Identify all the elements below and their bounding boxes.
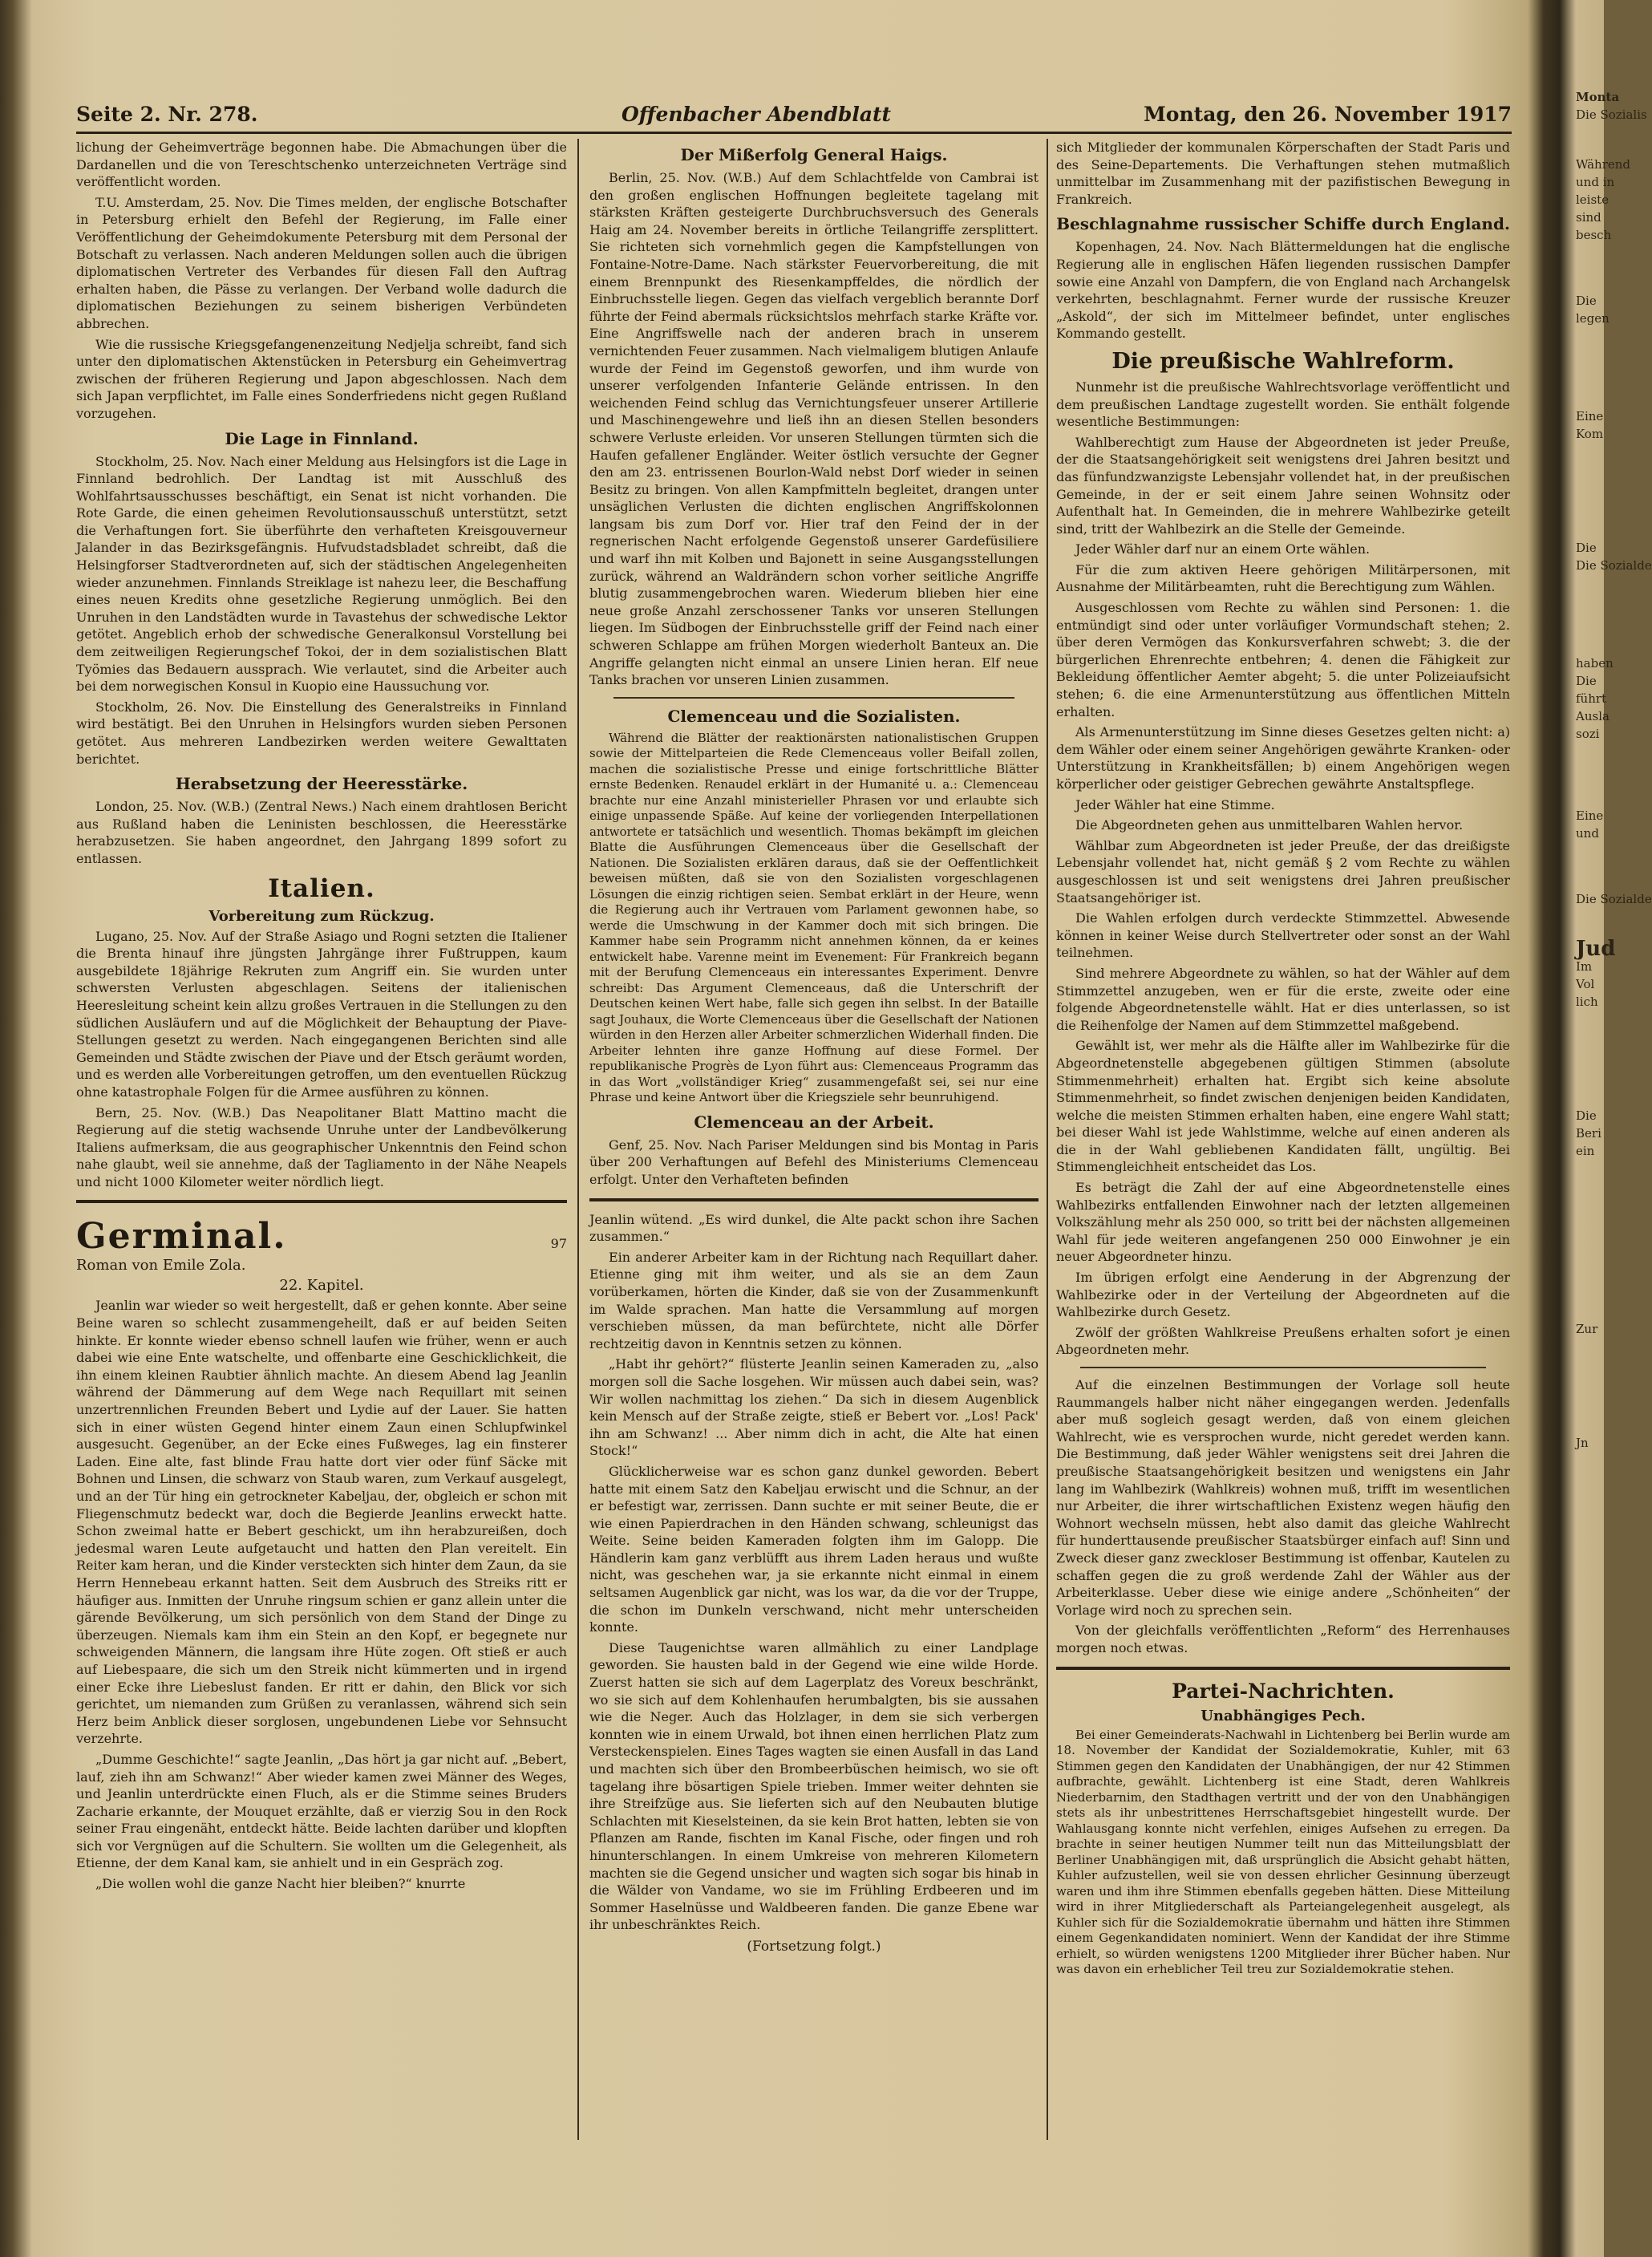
article-paragraph: Von der gleichfalls veröffentlichten „Reform“ des Herrenhauses morgen noch etwas. — [1056, 1623, 1510, 1655]
article-paragraph: Es beträgt die Zahl der auf eine Abgeordnetenstelle eines Wahlbezirks entfallenden Einwohner nach der letzten allgemeinen Volkszählung mehr als 250 000, so tritt bei der nächsten allgemeinen Wahl für jede weiteren angefangenen 250 000 Einwohner je ein neuer Abgeordneter hinzu. — [1056, 1180, 1510, 1265]
article-paragraph: Lugano, 25. Nov. Auf der Straße Asiago und Rogni setzten die Italiener die Brenta hinauf ihre jüngsten Jahrgänge ihrer Fußtruppen, kaum ausgebildete 18jährige Rekruten zum Angriff ein. Sie wurden unter schwersten Verlusten abgeschlagen. Seitens der italienischen Heeresleitung scheint kein allzu großes Vertrauen in die Stellungen zu den südlichen Ausläufern und auf die Möglichkeit der Behauptung der Piave-Stellungen gesetzt zu werden. Nach eingegangenen Berichten sind alle Gemeinden und Städte zwischen der Piave und der Etsch geräumt worden, und es werden alle Vorbereitungen getroffen, um den eventuellen Rückzug ohne katastrophale Folgen für die Armee ausführen zu können. — [76, 928, 567, 1100]
novel-paragraph: Jeanlin war wieder so weit hergestellt, daß er gehen konnte. Aber seine Beine waren so schlecht zusammengeheilt, daß er auf beiden Seiten hinkte. Er konnte wieder ebenso schnell laufen wie früher, wenn er auch dabei wie eine Ente watschelte, und offenbarte eine Geschicklichkeit, die ihn einem kleinen Raubtier ähnlich machte. An diesem Abend lag Jeanlin während der Dämmerung auf dem Wege nach Requillart mit seinen unzertrennlichen Freunden Bebert und Lydie auf der Lauer. Sie hatten sich in einer wüsten Gegend hinter einem Zaun einen Schlupfwinkel ausgesucht. Gegenüber, an der Ecke eines Fußweges, lag ein finsterer Laden. Eine alte, fast blinde Frau hatte dort vier oder fünf Säcke mit Bohnen und Linsen, die schwarz von Staub waren, zum Verkauf ausgelegt, und an der Tür hing ein getrockneter Kabeljau, der, obgleich er schon mit Fliegenschmutz bedeckt war, doch die Begierde Jeanlins erweckt hatte. Schon zweimal hatte er Bebert geschickt, um ihn herabzureißen, doch jedesmal waren Leute aufgetaucht und hatten den Plan vereitelt. Ein Reiter kam heran, und die Kinder versteckten sich hinter dem Zaun, da sie Herrn Hennebeau erkannt hatten. Seit dem Ausbruch des Streiks ritt er häufiger aus. Inmitten der Unruhe ringsum schien er ganz allein unter die gärende Bevölkerung, um sich persönlich von dem Stand der Dinge zu überzeugen. Niemals kam ihm ein Stein an den Kopf, er begegnete nur schweigenden Männern, die langsam ihre Hüte zogen. Oft stieß er auch auf Liebespaare, die sich um den Streik nicht kümmerten und in irgend einer Ecke ihre Liebeslust fanden. Er ritt er dahin, den Blick vor sich gerichtet, um niemanden zum Grüßen zu veranlassen, während sich sein Herz beim Anblick dieser sorglosen, ungebundenen Liebe vor Sehnsucht verzehrte. — [76, 1298, 567, 1747]
article-paragraph: Wie die russische Kriegsgefangenenzeitung Nedjelja schreibt, fand sich unter den diplomatischen Aktenstücken in Petersburg ein Geheimvertrag zwischen der früheren Regierung und Japon abgeschlossen. Nach dem sich Japan verpflichtet, im Falle eines Sonderfriedens nicht gegen Rußland vorzugehen. — [76, 336, 567, 421]
headline-partei: Partei-Nachrichten. — [1172, 1679, 1395, 1703]
article-paragraph: Berlin, 25. Nov. (W.B.) Auf dem Schlachtfelde von Cambrai ist den großen englischen Hoffnungen begleitete tagelang mit stärksten Kräften gesteigerte Durchbruchsversuch des Generals Haig am 24. November bereits in örtliche Teilangriffe zersplittert. Sie richteten sich vornehmlich gegen die Kampfstellungen von Fontaine-Notre-Dame. Nach stärkster Feuervorbereitung, die mit einem Brennpunkt des Riesenkampffeldes, die nördlich der Einbruchsstelle liegen. Gegen das vielfach vergeblich berannte Dorf führte der Feind abermals rücksichtslos mehrfach starke Kräfte vor. Eine Angriffswelle nach der anderen brach in unserem vernichtenden Feuer zusammen. Nach vielmaligem blutigen Anlaufe wurde der Feind im Gegenstoß geworfen, und ihm wurde von unserer verfolgenden Infanterie Gelände entrissen. In den weichenden Feind schlug das Vernichtungsfeuer unserer Artillerie und Maschinengewehre und ließ ihn an diesen Stellen besonders schwere Verluste erleiden. Vor unseren Stellungen türmten sich die Haufen gefallener Engländer. Weiter östlich versuchte der Gegner den am 23. entrissenen Bourlon-Wald nebst Dorf wieder in seinen Besitz zu bringen. Von allen Kampfmitteln begleitet, drangen unter unsäglichen Verlusten die dichten englischen Angriffskolonnen langsam bis zum Dorf vor. Hier traf den Feind der in der regnerischen Nacht erfolgende Gegenstoß unserer Gardefüsiliere und warf ihn mit Kolben und Bajonett in seine Ausgangsstellungen zurück, während an Waldrändern schon vorher seitliche Angriffe blutig zusammengebrochen waren. Wiederum blieben hier eine neue große Anzahl zerschossener Tanks vor unseren Stellungen liegen. Im Südbogen der Einbruchsstelle griff der Feind nach einer schweren Schlappe am frühen Morgen wiederholt Banteux an. Die Angriffe gelangten nicht einmal an unsere Linien heran. Elf neue Tanks brachen vor unseren Linien zusammen. — [589, 170, 1039, 688]
novel-paragraph: „Habt ihr gehört?“ flüsterte Jeanlin seinen Kameraden zu, „also morgen soll die Sache losgehen. Wir müssen auch dabei sein, was? Wir wollen nachmittag los ziehen.“ Da sich in diesem Augenblick kein Mensch auf der Straße zeigte, stieß er Bebert vor. „Los! Pack' ihn am Schwanz! ... Aber nimm dich in acht, die Alte hat einen Stock!“ — [589, 1356, 1039, 1459]
germinal-author: Roman von Emile Zola. — [76, 1257, 246, 1274]
novel-paragraph: Ein anderer Arbeiter kam in der Richtung nach Requillart daher. Etienne ging mit ihm weiter, und als sie an dem Zaun vorüberkamen, hörten die Kinder, daß sie von der Zusammenkunft im Walde sprachen. Man hatte die Versammlung auf morgen verschieben müssen, da man befürchtete, nicht alle Dörfer rechtzeitig davon in Kenntnis setzen zu können. — [589, 1249, 1039, 1351]
strip-line: sind — [1576, 210, 1601, 225]
article-paragraph: Zwölf der größten Wahlkreise Preußens erhalten sofort je einen Abgeordneten mehr. — [1056, 1324, 1510, 1358]
headline-italien: Italien. — [268, 873, 375, 903]
article-paragraph: Die Abgeordneten gehen aus unmittelbaren Wahlen hervor. — [1075, 817, 1464, 833]
strip-line: legen — [1576, 311, 1609, 326]
article-paragraph: London, 25. Nov. (W.B.) (Zentral News.) Nach einem drahtlosen Bericht aus Rußland haben die Leninisten beschlossen, die Heeresstärke herabzusetzen. Sie haben angeordnet, den Jahrgang 1899 sofort zu entlassen. — [76, 799, 567, 866]
masthead — [76, 95, 1512, 135]
strip-line: Die — [1576, 1108, 1597, 1123]
strip-line: besch — [1576, 228, 1612, 242]
article-paragraph: Für die zum aktiven Heere gehörigen Militärpersonen, mit Ausnahme der Militärbeamten, ruht die Berechtigung zum Wählen. — [1056, 561, 1510, 595]
article-paragraph: Wahlberechtigt zum Hause der Abgeordneten ist jeder Preuße, der die Staatsangehörigkeit seit wenigstens drei Jahren besitzt und das fünfundzwanzigste Lebensjahr vollendet hat, in der preußischen Gemeinde, in der er seit einem Jahre seinen Wohnsitz oder Aufenthalt hat. In Gemeinden, die in mehrere Wahlbezirke geteilt sind, tritt der Wahlbezirk an die Stelle der Gemeinde. — [1056, 434, 1510, 537]
novel-paragraph: Diese Taugenichtse waren allmählich zu einer Landplage geworden. Sie hausten bald in der Gegend wie eine wilde Horde. Zuerst hatten sie sich auf dem Lagerplatz des Voreux beschränkt, wo sie sich auf dem Kohlenhaufen herumbalgten, bis sie aussahen wie die Neger. Auch das Holzlager, in dem sie sich verbergen konnten wie in einem Urwald, bot ihnen einen herrlichen Platz zum Versteckenspielen. Eines Tages wagten sie einen Ausfall in das Land und machten sich über den Brombeerbüschen heimisch, wo sie oft tagelang ihre bösartigen Spiele trieben. Immer weiter dehnten sie ihre Streifzüge aus. Sie lieferten sich auf den Neubauten blutige Schlachten mit Kieselsteinen, da sie kein Brot hatten, lebten sie von Pflanzen am Rande, fischten im Kanal Fische, oder fingen und roh hinunterschlangen. In einem Umkreise von mehreren Kilometern machten sie die Gegend unsicher und wagten sich sogar bis hinab in die Wälder von Vandame, wo sie im Frühling Erdbeeren und im Sommer Haselnüsse und Waldbeeren fanden. Die ganze Ebene war ihr unbeschränktes Reich. — [589, 1639, 1039, 1933]
article-paragraph: Gewählt ist, wer mehr als die Hälfte aller im Wahlbezirke für die Abgeordnetenstelle abgegebenen gültigen Stimmen (absolute Stimmenmehrheit) erhalten hat. Ergibt sich keine absolute Stimmenmehrheit, so findet zwischen denjenigen beiden Kandidaten, welche die meisten Stimmen erhalten haben, eine engere Wahl statt; bei dieser Wahl ist jede Wahlstimme, welche auf einen anderen als die in der Wahl gebliebenen Kandidaten fällt, ungültig. Bei Stimmengleichheit entscheidet das Los. — [1056, 1038, 1510, 1175]
article-paragraph: sich Mitglieder der kommunalen Körperschaften der Stadt Paris und des Seine-Departements. Die Verhaftungen stehen mutmaßlich unmittelbar im Zusammenhang mit der pazifistischen Bewegung in Frankreich. — [1056, 140, 1510, 207]
strip-line: Beri — [1576, 1126, 1601, 1141]
strip-line: lich — [1576, 995, 1598, 1009]
column-2 — [589, 139, 1039, 2144]
column-divider-1 — [577, 139, 579, 2140]
article-paragraph: Wählbar zum Abgeordneten ist jeder Preuße, der das dreißigste Lebensjahr vollendet hat, nicht gemäß § 2 vom Rechte zu wählen ausgeschlossen ist und seit wenigstens drei Jahren preußischer Staatsangehöriger ist. — [1056, 837, 1510, 906]
article-paragraph: Im übrigen erfolgt eine Aenderung in der Abgrenzung der Wahlbezirke oder in der Verteilung der Abgeordneten auf die Wahlbezirke durch Gesetz. — [1056, 1270, 1510, 1320]
strip-line: Kom — [1576, 427, 1604, 441]
germinal-header — [76, 1213, 567, 1257]
continuation-note: (Fortsetzung folgt.) — [747, 1938, 881, 1955]
masthead-rule — [76, 132, 1512, 134]
strip-line: sozi — [1576, 727, 1600, 741]
issue-date: Montag, den 26. November 1917 — [1144, 103, 1512, 126]
headline-heeresstaerke: Herabsetzung der Heeresstärke. — [175, 774, 468, 794]
next-page-strip — [1576, 88, 1652, 2093]
separator — [1080, 1367, 1486, 1368]
headline-schiffe: Beschlagnahme russischer Schiffe durch England. — [1056, 214, 1510, 234]
article-paragraph: Bern, 25. Nov. (W.B.) Das Neapolitaner Blatt Mattino macht die Regierung auf die stetig wachsende Unruhe unter der Landbevölkerung Italiens aufmerksam, die aus geographischer Unkenntnis den Feind schon nahe glaubt, weil sie annehme, daß der Tagliamento in der Nähe Neapels und nicht 1000 Kilometer weiter nördlich liegt. — [76, 1104, 567, 1189]
strip-line: und in — [1576, 175, 1615, 189]
article-paragraph: Als Armenunterstützung im Sinne dieses Gesetzes gelten nicht: a) dem Wähler oder einem seiner Angehörigen gewährte Kranken- oder Unterstützung in Krankheitsfällen; b) einem Angehörigen wegen körperlicher oder geistiger Gebrechen gewährte Anstaltspflege. — [1056, 724, 1510, 792]
novel-paragraph: „Dumme Geschichte!“ sagte Jeanlin, „Das hört ja gar nicht auf. „Bebert, lauf, zieh ihn am Schwanz!“ Aber wieder kamen zwei Männer des Weges, und Jeanlin unterdrückte einen Fluch, als er die Stimme seines Bruders Zacharie erkannte, der Mouquet erzählte, daß er vierzig Sou in den Rock seiner Frau eingenäht, entdeckt hätte. Beide lachten darüber und klopften sich vor Vergnügen auf die Schultern. Sie wollten um die Gelegenheit, als Etienne, der dem Kanal kam, sie anhielt und in ein Gespräch zog. — [76, 1751, 567, 1871]
novel-paragraph: „Die wollen wohl die ganze Nacht hier bleiben?“ knurrte — [95, 1876, 466, 1892]
headline-finnland: Die Lage in Finnland. — [225, 428, 419, 448]
germinal-title: Germinal. — [76, 1216, 287, 1258]
strip-line: Die — [1576, 294, 1597, 308]
article-paragraph: lichung der Geheimverträge begonnen habe. Die Abmachungen über die Dardanellen und die von Tereschtschenko unterzeichneten Verträge sind veröffentlicht worden. — [76, 140, 567, 190]
strip-line: Die — [1576, 674, 1597, 688]
headline-clemenceau: Clemenceau und die Sozialisten. — [667, 706, 961, 726]
article-paragraph: Auf die einzelnen Bestimmungen der Vorlage soll heute Raummangels halber nicht näher eingegangen werden. Jedenfalls aber muß sogleich gesagt werden, daß von einem gleichen Wahlrecht, wie es versprochen wurde, nicht geredet werden kann. Die Bestimmung, daß jeder Wähler wenigstens seit drei Jahren die preußische Staatsangehörigkeit besitzen und wenigstens ein Jahr lang im Wahlbezirk (Wahlkreis) wohnen muß, trifft im wesentlichen nur Arbeiter, die ihrer wirtschaftlichen Existenz wegen häufig den Wohnort wechseln müssen, hebt also damit das gleiche Wahlrecht für hunderttausende preußischer Staatsbürger einfach auf! Sinn und Zweck dieser ganz zweckloser Bestimmung ist offenbar, Kautelen zu schaffen gegen die zu groß werdende Zahl der Wähler aus der Arbeiterklasse. Ueber diese wie einige andere „Schönheiten“ der Vorlage wird noch zu sprechen sein. — [1056, 1377, 1510, 1618]
strip-line: leiste — [1576, 192, 1609, 207]
headline-clemenceau-arbeit: Clemenceau an der Arbeit. — [694, 1112, 934, 1132]
article-paragraph: Genf, 25. Nov. Nach Pariser Meldungen sind bis Montag in Paris über 200 Verhaftungen auf Befehl des Ministeriums Clemenceau erfolgt. Unter den Verhafteten befinden — [589, 1137, 1039, 1187]
strip-line: Jud — [1576, 937, 1616, 961]
column-1 — [76, 139, 567, 2144]
section-rule — [1056, 1667, 1510, 1670]
headline-wahlreform: Die preußische Wahlreform. — [1111, 348, 1455, 374]
article-paragraph: Nunmehr ist die preußische Wahlrechtsvorlage veröffentlicht und dem preußischen Landtage zugestellt worden. Sie enthält folgende wesentliche Bestimmungen: — [1056, 379, 1510, 430]
article-paragraph: Kopenhagen, 24. Nov. Nach Blättermeldungen hat die englische Regierung alle in englischen Häfen liegenden russischen Dampfer sowie eine Anzahl von Dampfern, die von England nach Archangelsk verkehrten, beschlagnahmt. Ferner wurde der russische Kreuzer „Askold“, der sich im Mittelmeer befindet, unter englisches Kommando gestellt. — [1056, 239, 1510, 342]
column-3 — [1056, 139, 1510, 2144]
strip-line: Während — [1576, 157, 1631, 172]
novel-paragraph: Glücklicherweise war es schon ganz dunkel geworden. Bebert hatte mit einem Satz den Kabeljau erwischt und die Schnur, an der er befestigt war, zerrissen. Dann suchte er mit seiner Beute, die er wie einen Papierdrachen in den Händen schwang, schleunigst das Weite. Seine beiden Kameraden folgten ihm im Galopp. Die Händlerin kam ganz verblüfft aus ihrem Laden heraus und wußte nicht, was geschehen war, ja sie erkannte nicht einmal in einem seltsamen Augenblick gar nicht, was los war, da die vor der Truppe, die schon im Dunkeln verschwand, nicht mehr unterscheiden konnte. — [589, 1463, 1039, 1635]
feuilleton-rule — [76, 1200, 567, 1203]
article-paragraph: Stockholm, 26. Nov. Die Einstellung des Generalstreiks in Finnland wird bestätigt. Bei den Unruhen in Helsingfors wurden sieben Personen getötet. Aus mehreren Landbezirken werden weitere Gewalttaten berichtet. — [76, 699, 567, 767]
paper-title: Offenbacher Abendblatt — [622, 103, 892, 126]
strip-line: Eine — [1576, 808, 1604, 823]
strip-line: Eine — [1576, 409, 1604, 423]
germinal-chapter: 22. Kapitel. — [279, 1277, 364, 1295]
feuilleton-rule — [589, 1198, 1039, 1201]
strip-line: Ausla — [1576, 709, 1609, 723]
strip-line: Im — [1576, 959, 1593, 974]
article-paragraph: T.U. Amsterdam, 25. Nov. Die Times melden, der englische Botschafter in Petersburg erhielt den Befehl der Regierung, im Falle einer Veröffentlichung der Geheimdokumente Petersburg mit dem Personal der Botschaft zu verlassen. Nach anderen Meldungen sollen auch die übrigen diplomatischen Vertreter des Verbandes für diesen Fall den Auftrag erhalten haben, die Pässe zu verlangen. Der Verband wolle dadurch die diplomatischen Beziehungen zu seinem bisherigen Verbündeten abbrechen. — [76, 194, 567, 331]
germinal-number: 97 — [550, 1236, 567, 1252]
strip-line: Die — [1576, 541, 1597, 555]
article-paragraph: Ausgeschlossen vom Rechte zu wählen sind Personen: 1. die entmündigt sind oder unter vorläufiger Vormundschaft stehen; 2. über deren Vermögen das Konkursverfahren schwebt; 3. die der bürgerlichen Ehrenrechte entbehren; 4. denen die Fähigkeit zur Bekleidung öffentlicher Aemter abgeht; 5. die unter Polizeiaufsicht stehen; 6. die eine Armenunterstützung aus öffentlichen Mitteln erhalten. — [1056, 600, 1510, 719]
novel-paragraph: Jeanlin wütend. „Es wird dunkel, die Alte packt schon ihre Sachen zusammen.“ — [589, 1211, 1039, 1245]
column-divider-2 — [1047, 139, 1048, 2140]
article-paragraph: Die Wahlen erfolgen durch verdeckte Stimmzettel. Abwesende können in keiner Weise durch Stellvertreter oder sonst an der Wahl teilnehmen. — [1056, 910, 1510, 961]
article-paragraph: Jeder Wähler darf nur an einem Orte wählen. — [1075, 541, 1371, 557]
strip-line: haben — [1576, 656, 1614, 671]
newspaper-page — [76, 95, 1512, 2148]
subheadline-rueckzug: Vorbereitung zum Rückzug. — [209, 907, 435, 925]
headline-haig: Der Mißerfolg General Haigs. — [680, 145, 948, 164]
article-paragraph: Während die Blätter der reaktionärsten nationalistischen Gruppen sowie der Mittelparteien die Rede Clemenceaus voller Beifall zollen, machen die sozialistische Presse und einige fortschrittliche Blätter ernste Bedenken. Renaudel erklärt in der Humanité u. a.: Clemenceau brachte nur eine Anzahl ministerieller Phrasen vor und erlaubte sich einige unpassende Späße. Auf keine der vorliegenden Interpellationen antwortete er tatsächlich und wesentlich. Thomas bekämpft im gleichen Blatte die Ausführungen Clemenceaus über die Gesellschaft der Nationen. Die Sozialisten erklären daraus, daß sie der Oeffentlichkeit beweisen müßten, daß sie von den Sozialisten vorgeschlagenen Lösungen die einzig richtigen seien. Sembat erklärt in der Heure, wenn die Regierung auch ihr Vertrauen vom Parlament gewonnen habe, so werde die Umschwung in der Kammer doch mit sich bringen. Die Kammer habe sein Programm nicht annehmen können, da er keines entwickelt habe. Varenne meint im Evenement: Für Frankreich begann mit der Berufung Clemenceaus ein interessantes Experiment. Denvre schreibt: Das Argument Clemenceaus, daß die Unterschrift der Deutschen keinen Wert habe, falle sich gegen ihn selbst. In der Bataille sagt Jouhaux, die Worte Clemenceaus über die Gesellschaft der Nationen würden in den Herzen aller Arbeiter schmerzlichen Widerhall finden. Die Arbeiter lehnten ihre ganze Hoffnung auf diese Formel. Der republikanische Progrès de Lyon führt aus: Clemenceaus Programm das in das Wort „vollständiger Krieg“ zusammengefaßt sei, sei nur eine Phrase und keine Antwort über die Kriegsziele sehr beunruhigend. — [589, 730, 1039, 1105]
strip-line: ein — [1576, 1144, 1595, 1158]
strip-line: und — [1576, 826, 1599, 841]
article-paragraph: Sind mehrere Abgeordnete zu wählen, so hat der Wähler auf dem Stimmzettel anzugeben, wen er für die erste, zweite oder eine folgende Abgeordnetenstelle wählt. Hat er dies unterlassen, so ist die Reihenfolge der Namen auf dem Stimmzettel maßgebend. — [1056, 965, 1510, 1033]
strip-line: Vol — [1576, 977, 1595, 991]
article-paragraph: Jeder Wähler hat eine Stimme. — [1075, 796, 1275, 812]
strip-line: Die Sozialis — [1576, 107, 1647, 122]
article-paragraph: Stockholm, 25. Nov. Nach einer Meldung aus Helsingfors ist die Lage in Finnland bedrohlich. Der Landtag ist mit Ausschluß des Wohlfahrtsausschusses beschäftigt, ein Senat ist nicht vorhanden. Die Rote Garde, die einen geheimen Revolutionsausschuß unterstützt, setzt die Verhaftungen fort. Sie überführte den verhafteten Kreisgouverneur Jalander in das Bezirksgefängnis. Hufvudstadsbladet schreibt, daß die Helsingforser Stadtverordneten auf, sich der städtischen Angelegenheiten wieder anzunehmen. Finnlands Streiklage ist nahezu leer, die Beschaffung eines neuen Kredits ohne gesetzliche Regierung unmöglich. Bei den Unruhen in den Landstädten wurde in Tavastehus der schwedische Lektor getötet. Angeblich erhob der schwedische Generalkonsul Vorstellung bei dem zeitweiligen Regierungschef Tokoi, der in dem sozialistischen Blatt Työmies das Bedauern aussprach. Wie verlautet, sind die Arbeiter auch bei dem norwegischen Konsul in Kuopio eine Haussuchung vor. — [76, 453, 567, 695]
article-paragraph: Bei einer Gemeinderats-Nachwahl in Lichtenberg bei Berlin wurde am 18. November der Kandidat der Sozialdemokratie, Kuhler, mit 63 Stimmen gegen den Kandidaten der Unabhängigen, der nur 42 Stimmen aufbrachte, gewählt. Lichtenberg ist eine Stadt, deren Wahlkreis Niederbarnim, den Stadthagen vertritt und der von den Unabhängigen stets als ihr unbestrittenes Herrschaftsgebiet hingestellt wurde. Der Wahlausgang konnte nicht verfehlen, einiges Aufsehen zu erregen. Da brachte in seiner heutigen Nummer teilt nun das Mitteilungsblatt der Berliner Unabhängigen mit, daß ursprünglich die Absicht gehabt hätten, Kuhler aufzustellen, weil sie von dessen ehrlicher Gesinnung überzeugt waren und ihm ihre Stimmen ebenfalls gegeben hätten. Diese Mitteilung wird in ihrer Mitgliederschaft als Parteiangelegenheit ausgelegt, als Kuhler sich für die Sozialdemokratie übernahm und hätten ihre Stimmen einem Gegenkandidaten nominiert. Wenn der Kandidat der ihre Stimme erhielt, so würden wenigstens 1200 Mitglieder ihrer Bücher haben. Nur was davon ein erheblicher Teil treu zur Sozialdemokratie stehen. — [1056, 1727, 1510, 1976]
strip-line: Zur — [1576, 1322, 1598, 1336]
strip-line: Die Sozialde — [1576, 892, 1652, 906]
strip-line: Monta — [1576, 90, 1620, 104]
strip-line: Die Sozialde — [1576, 558, 1652, 573]
subheadline-pech: Unabhängiges Pech. — [1201, 1707, 1366, 1724]
separator — [613, 697, 1014, 699]
strip-line: führt — [1576, 691, 1607, 706]
strip-line: Jn — [1576, 1436, 1589, 1450]
page-number: Seite 2. Nr. 278. — [76, 103, 258, 126]
